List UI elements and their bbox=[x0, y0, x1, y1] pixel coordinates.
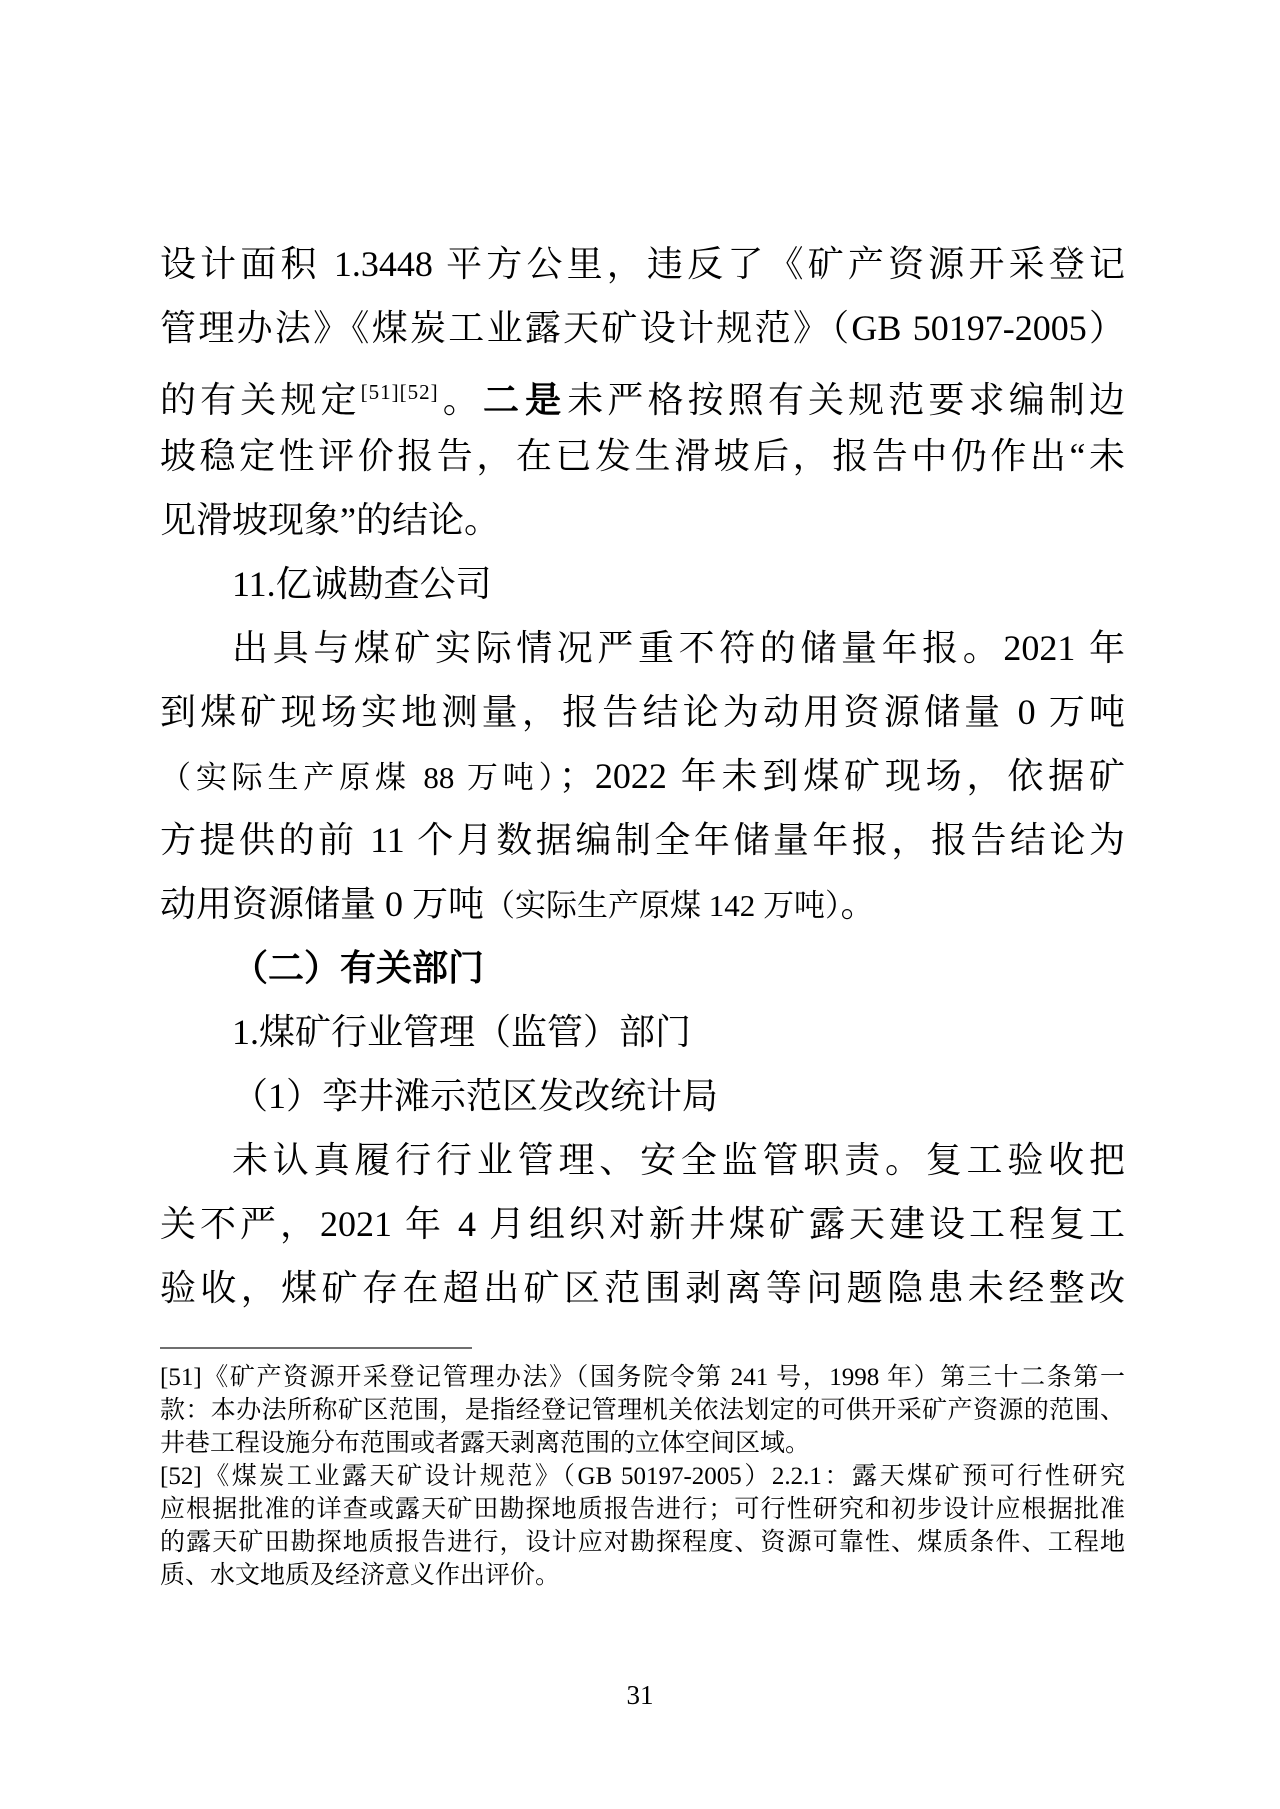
body-line bbox=[160, 744, 1125, 808]
body-text: 的有关规定 bbox=[160, 380, 361, 420]
body-text: 未严格按照有关规范要求编制边 bbox=[567, 380, 1125, 420]
section-heading-3: 1.煤矿行业管理（监管）部门 bbox=[232, 1012, 692, 1052]
parenthetical-note: （实际生产原煤 88 万吨） bbox=[160, 760, 559, 795]
body-text: 动用资源储量 0 万吨 bbox=[160, 884, 485, 924]
footnote-52-line: 的露天矿田勘探地质报告进行，设计应对勘探程度、资源可靠性、煤质条件、工程地 bbox=[160, 1529, 1125, 1556]
body-line: 出具与煤矿实际情况严重不符的储量年报。2021 年 bbox=[232, 628, 1125, 668]
footnote-52-line: 应根据批准的详查或露天矿田勘探地质报告进行；可行性研究和初步设计应根据批准 bbox=[160, 1496, 1125, 1523]
body-line: 验收，煤矿存在超出矿区范围剥离等问题隐患未经整改 bbox=[160, 1268, 1125, 1308]
body-text: 。 bbox=[840, 884, 877, 924]
body-line: 见滑坡现象”的结论。 bbox=[160, 500, 500, 540]
footnote-52-line: [52]《煤炭工业露天矿设计规范》（GB 50197-2005）2.2.1：露天煤矿预可行性研究 bbox=[160, 1463, 1125, 1490]
footnote-51-line: [51]《矿产资源开采登记管理办法》（国务院令第 241 号，1998 年）第三十二条第一 bbox=[160, 1364, 1125, 1391]
section-heading-2: （二）有关部门 bbox=[232, 948, 485, 988]
body-line: 关不严，2021 年 4 月组织对新井煤矿露天建设工程复工 bbox=[160, 1204, 1125, 1244]
body-line: 方提供的前 11 个月数据编制全年储量年报，报告结论为 bbox=[160, 820, 1125, 860]
footnote-reference: [51][52] bbox=[360, 380, 439, 404]
body-line bbox=[160, 872, 1125, 936]
body-line: 到煤矿现场实地测量，报告结论为动用资源储量 0 万吨 bbox=[160, 692, 1125, 732]
footnote-separator bbox=[160, 1347, 472, 1349]
body-line: 未认真履行行业管理、安全监管职责。复工验收把 bbox=[232, 1140, 1125, 1180]
body-line bbox=[160, 360, 1125, 424]
emphasis-text: 二是 bbox=[482, 379, 568, 420]
body-text: ；2022 年未到煤矿现场，依据矿 bbox=[558, 756, 1125, 796]
heading-item-11: 11.亿诚勘查公司 bbox=[232, 564, 492, 604]
section-heading-4: （1）孪井滩示范区发改统计局 bbox=[232, 1076, 719, 1116]
footnote-51-line: 井巷工程设施分布范围或者露天剥离范围的立体空间区域。 bbox=[160, 1430, 811, 1457]
body-text: 。 bbox=[438, 380, 483, 420]
footnote-51-line: 款：本办法所称矿区范围，是指经登记管理机关依法划定的可供开采矿产资源的范围、 bbox=[160, 1397, 1125, 1424]
body-line: 坡稳定性评价报告，在已发生滑坡后，报告中仍作出“未 bbox=[160, 436, 1125, 476]
page-body bbox=[160, 232, 1125, 1320]
footnotes bbox=[160, 1361, 1125, 1592]
page-number: 31 bbox=[626, 1680, 654, 1710]
footnote-52-line: 质、水文地质及经济意义作出评价。 bbox=[160, 1562, 561, 1589]
body-line: 设计面积 1.3448 平方公里，违反了《矿产资源开采登记 bbox=[160, 244, 1125, 284]
parenthetical-note: （实际生产原煤 142 万吨） bbox=[484, 888, 841, 923]
body-line: 管理办法》《煤炭工业露天矿设计规范》（GB 50197-2005） bbox=[160, 308, 1125, 348]
